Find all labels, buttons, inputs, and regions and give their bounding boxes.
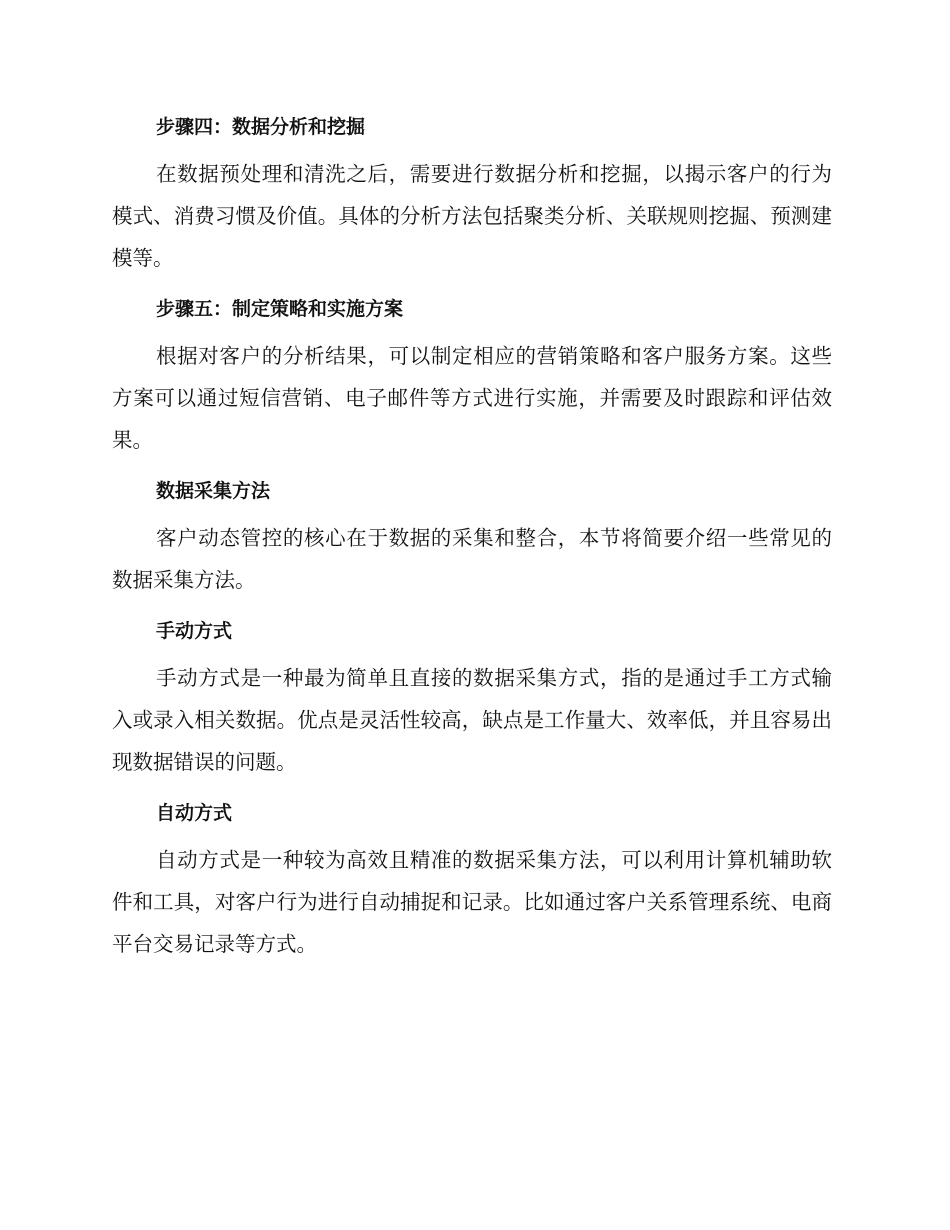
section-heading-data-collection: 数据采集方法: [156, 480, 271, 502]
section-body-data-collection: 客户动态管控的核心在于数据的采集和整合，本节将简要介绍一些常见的数据采集方法。: [112, 526, 832, 592]
section-body-manual: 手动方式是一种最为简单且直接的数据采集方式，指的是通过手工方式输入或录入相关数据。优点是灵活性较高，缺点是工作量大、效率低，并且容易出现数据错误的问题。: [112, 666, 832, 774]
section-heading-automatic: 自动方式: [156, 802, 233, 824]
document-page: [112, 108, 832, 976]
section-heading-step5: 步骤五：制定策略和实施方案: [156, 298, 404, 320]
section-body-step4: 在数据预处理和清洗之后，需要进行数据分析和挖掘，以揭示客户的行为模式、消费习惯及价值。具体的分析方法包括聚类分析、关联规则挖掘、预测建模等。: [112, 162, 832, 270]
section-body-step5: 根据对客户的分析结果，可以制定相应的营销策略和客户服务方案。这些方案可以通过短信营销、电子邮件等方式进行实施，并需要及时跟踪和评估效果。: [112, 344, 832, 452]
section-heading-manual: 手动方式: [156, 620, 233, 642]
section-heading-step4: 步骤四：数据分析和挖掘: [156, 116, 366, 138]
section-body-automatic: 自动方式是一种较为高效且精准的数据采集方法，可以利用计算机辅助软件和工具，对客户行为进行自动捕捉和记录。比如通过客户关系管理系统、电商平台交易记录等方式。: [112, 848, 832, 956]
